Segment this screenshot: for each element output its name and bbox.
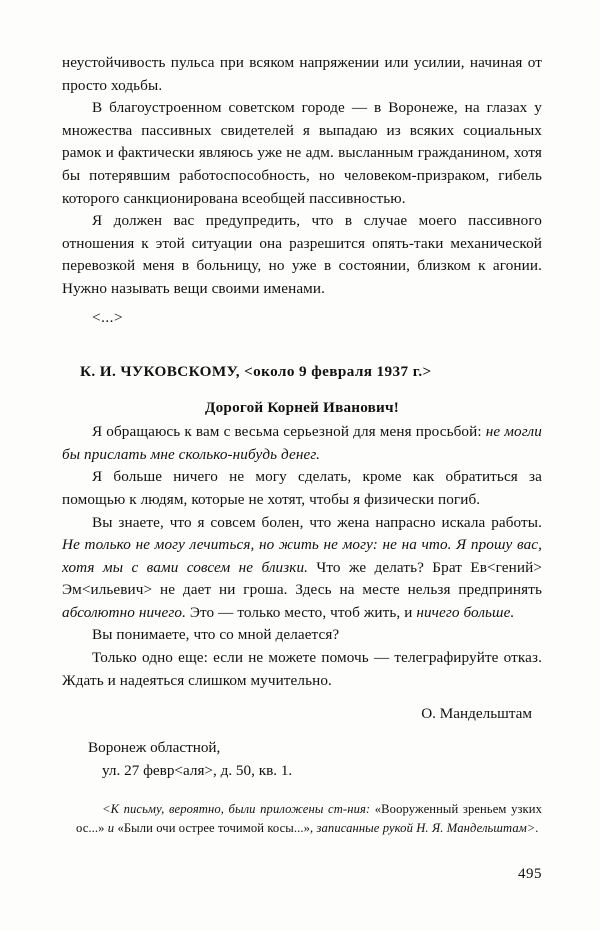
text-run: Я обращаюсь к вам с весьма серьезной для меня просьбой: [92,423,486,441]
text-run-italic: Не только не могу лечиться, но жить не могу: не на что. Я прошу вас, хотя мы с вами совсем не близки. [62,536,542,576]
letter-paragraph [62,421,542,466]
text-run: Вы знаете, что я совсем болен, что жена напрасно искала работы. [92,513,542,531]
letter-paragraph [62,624,542,647]
text-run: Только одно еще: если не можете помочь — телеграфируйте отказ. Ждать и надеяться слишком мучительно. [62,649,542,689]
page-content [62,52,542,837]
address-line-2: ул. 27 февр<аля>, д. 50, кв. 1. [102,761,293,779]
paragraph: Я должен вас предупредить, что в случае моего пассивного отношения к этой ситуации она разрешится опять-таки механической перевозкой меня в больницу, но уже в состоянии, близком к агонии. Нужно называть вещи своими именами. [62,212,542,297]
editorial-note [62,800,542,836]
text-run-italic: ничего больше. [416,603,515,621]
paragraph-continuation: неустойчивость пульса при всяком напряжении или усилии, начиная от просто ходьбы. [62,54,542,94]
letter-addressee: К. И. ЧУКОВСКОМУ, [80,363,240,381]
letter-date: <около 9 февраля 1937 г.> [244,363,432,381]
address-line-1: Воронеж областной, [88,739,221,757]
text-run-italic: не могли бы прислать мне сколько-нибудь денег. [62,423,542,463]
letter-heading [62,363,542,381]
omission-marker: <...> [92,308,124,326]
text-run-italic: абсолютно ничего. [62,603,190,621]
letter-paragraph [62,647,542,692]
paragraph: В благоустроенном советском городе — в Воронеже, на глазах у множества пассивных свидетелей я выпадаю из всяких социальных рамок и фактически являюсь уже не адм. высланным гражданином, хотя бы потерявшим работоспособность, но человеком-призраком, гибель которого санкционирована всеобщей пассивностью. [62,99,542,207]
letter-paragraph [62,466,542,511]
text-run: Что же делать? Брат Ев<гений> Эм<ильевич> не дает ни гроша. Здесь на месте нельзя предпринять [62,558,542,599]
letter-greeting: Дорогой Корней Иванович! [204,399,400,417]
letter-address [62,737,542,782]
letter-paragraph [62,512,542,625]
note-run: «Были очи острее точимой косы...», [117,820,317,835]
text-run: Это — только место, чтоб жить, и [189,603,417,621]
text-run: Я больше ничего не могу сделать, кроме как обратиться за помощью к людям, которые не хотят, чтобы я физически погиб. [62,468,542,508]
text-run: Вы понимаете, что со мной делается? [92,626,340,644]
note-run-italic: <К письму, вероятно, были приложены ст-ния: [102,802,375,817]
letter-signature: О. Мандельштам [421,705,532,723]
page-number: 495 [518,866,542,882]
note-run-italic: записанные рукой Н. Я. Мандельштам>. [316,820,539,835]
note-run: «Вооруженный зреньем узких ос...» [76,802,542,835]
note-run-italic: и [107,820,118,835]
